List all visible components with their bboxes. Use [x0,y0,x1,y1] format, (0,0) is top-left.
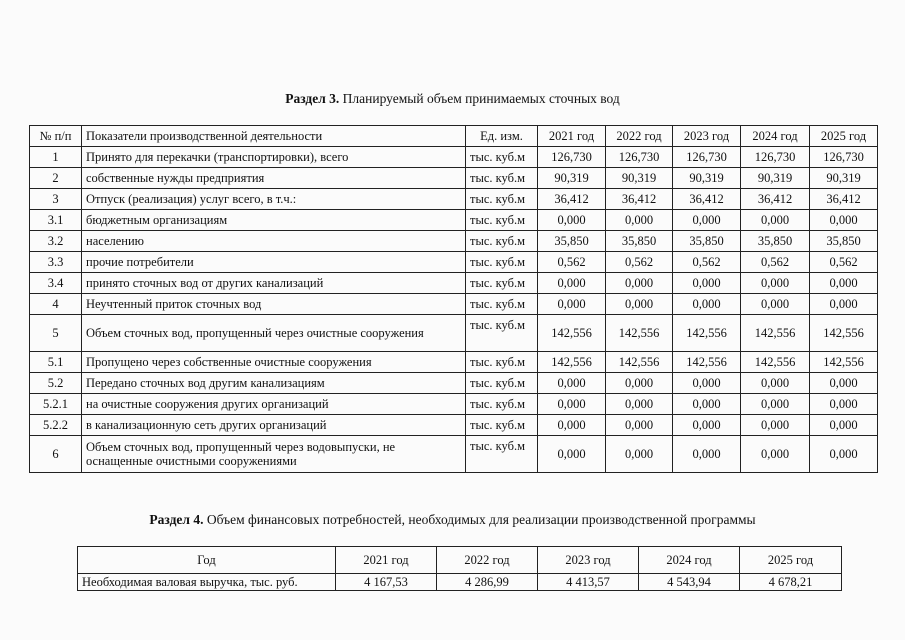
value-cell: 90,319 [606,168,673,189]
section-4-header-row [78,547,842,574]
table-row [30,231,878,252]
indicator-name: в канализационную сеть других организаций [82,415,466,436]
indicator-name: бюджетным организациям [82,210,466,231]
row-number: 3.2 [30,231,82,252]
indicator-name: Отпуск (реализация) услуг всего, в т.ч.: [82,189,466,210]
row-number: 3.1 [30,210,82,231]
section-3-title-bold: Раздел 3. [285,91,340,106]
value-cell: 35,850 [673,231,741,252]
table-row [30,252,878,273]
unit-cell: тыс. куб.м [466,394,538,415]
value-cell: 0,000 [606,273,673,294]
table-row [30,415,878,436]
table-row [30,436,878,473]
value-cell: 0,562 [810,252,878,273]
indicator-name: Неучтенный приток сточных вод [82,294,466,315]
value-cell: 0,000 [673,273,741,294]
row-number: 4 [30,294,82,315]
indicator-name: Объем сточных вод, пропущенный через водовыпуски, не оснащенные очистными сооружениями [82,436,466,473]
indicator-name: Передано сточных вод другим канализациям [82,373,466,394]
table-row [30,147,878,168]
value-cell: 0,000 [538,373,606,394]
value-cell: 126,730 [741,147,810,168]
value-cell: 142,556 [741,352,810,373]
table-row [30,189,878,210]
value-cell: 0,000 [673,415,741,436]
section-3-header-row [30,126,878,147]
unit-cell: тыс. куб.м [466,147,538,168]
unit-cell: тыс. куб.м [466,273,538,294]
value-cell: 0,562 [741,252,810,273]
value-cell: 142,556 [606,315,673,352]
table-row [30,394,878,415]
unit-cell: тыс. куб.м [466,168,538,189]
value-cell: 0,000 [538,415,606,436]
value-cell: 36,412 [538,189,606,210]
value-cell: 0,000 [538,294,606,315]
value-cell: 36,412 [673,189,741,210]
value-cell: 0,562 [606,252,673,273]
row-number: 5 [30,315,82,352]
value-cell: 0,000 [538,273,606,294]
value-cell: 126,730 [538,147,606,168]
value-cell: 0,562 [538,252,606,273]
value-cell: 0,000 [606,415,673,436]
row-number: 5.2 [30,373,82,394]
value-cell: 126,730 [606,147,673,168]
value-cell: 126,730 [673,147,741,168]
unit-cell: тыс. куб.м [466,189,538,210]
value-cell: 35,850 [741,231,810,252]
value-cell: 0,000 [538,394,606,415]
indicator-name: Принято для перекачки (транспортировки), всего [82,147,466,168]
value-cell: 0,000 [606,394,673,415]
value-cell: 90,319 [741,168,810,189]
header-cell: Год [78,547,336,574]
value-cell: 0,000 [606,373,673,394]
value-cell: 142,556 [606,352,673,373]
row-number: 5.2.2 [30,415,82,436]
value-cell: 0,000 [810,294,878,315]
value-cell: 142,556 [810,315,878,352]
indicator-name: Пропущено через собственные очистные сооружения [82,352,466,373]
indicator-name: Объем сточных вод, пропущенный через очистные сооружения [82,315,466,352]
value-cell: 142,556 [538,352,606,373]
section-4-title [0,512,905,528]
value-cell: 0,000 [741,273,810,294]
header-cell: № п/п [30,126,82,147]
value-cell: 126,730 [810,147,878,168]
indicator-name: на очистные сооружения других организаций [82,394,466,415]
header-cell: 2024 год [639,547,740,574]
value-cell: 0,000 [538,210,606,231]
value-cell: 0,000 [741,436,810,473]
row-number: 3 [30,189,82,210]
value-cell: 90,319 [810,168,878,189]
row-number: 3.3 [30,252,82,273]
value-cell: 0,000 [606,294,673,315]
unit-cell: тыс. куб.м [466,352,538,373]
unit-cell: тыс. куб.м [466,294,538,315]
value-cell: 0,000 [538,436,606,473]
value-cell: 0,000 [673,373,741,394]
value-cell: 0,000 [741,394,810,415]
value-cell: 0,000 [606,436,673,473]
value-cell: 0,000 [810,436,878,473]
unit-cell: тыс. куб.м [466,436,538,473]
section-3-table [29,125,878,473]
value-cell: 90,319 [538,168,606,189]
header-cell: 2023 год [673,126,741,147]
value-cell: 0,562 [673,252,741,273]
table-row [30,168,878,189]
table-row [30,315,878,352]
value-cell: 4 286,99 [437,574,538,591]
header-cell: 2025 год [810,126,878,147]
section-4-data-row [78,574,842,591]
indicator-name: принято сточных вод от других канализаций [82,273,466,294]
section-4-table [77,546,842,591]
value-cell: 0,000 [810,373,878,394]
value-cell: 0,000 [741,210,810,231]
value-cell: 0,000 [741,294,810,315]
unit-cell: тыс. куб.м [466,231,538,252]
unit-cell: тыс. куб.м [466,415,538,436]
value-cell: 36,412 [810,189,878,210]
header-cell: 2022 год [437,547,538,574]
row-number: 6 [30,436,82,473]
value-cell: 0,000 [810,394,878,415]
value-cell: 142,556 [673,352,741,373]
value-cell: 4 543,94 [639,574,740,591]
value-cell: 0,000 [673,436,741,473]
row-number: 1 [30,147,82,168]
value-cell: 0,000 [741,373,810,394]
value-cell: 0,000 [673,210,741,231]
header-cell: 2025 год [740,547,842,574]
value-cell: 0,000 [741,415,810,436]
header-cell: 2024 год [741,126,810,147]
unit-cell: тыс. куб.м [466,252,538,273]
indicator-name: населению [82,231,466,252]
value-cell: 142,556 [673,315,741,352]
table-row [30,352,878,373]
header-cell: 2021 год [336,547,437,574]
row-number: 2 [30,168,82,189]
header-cell: Ед. изм. [466,126,538,147]
unit-cell: тыс. куб.м [466,315,538,352]
value-cell: 4 678,21 [740,574,842,591]
row-number: 5.1 [30,352,82,373]
header-cell: 2022 год [606,126,673,147]
section-3-title [0,91,905,107]
value-cell: 36,412 [606,189,673,210]
table-row [30,273,878,294]
section-4-title-text: Объем финансовых потребностей, необходимых для реализации производственной программы [206,512,756,527]
section-3-title-text: Планируемый объем принимаемых сточных вод [342,91,620,106]
section-4-title-bold: Раздел 4. [149,512,204,527]
table-row [30,294,878,315]
value-cell: 4 413,57 [538,574,639,591]
value-cell: 4 167,53 [336,574,437,591]
header-cell: 2021 год [538,126,606,147]
value-cell: 0,000 [810,210,878,231]
indicator-name: прочие потребители [82,252,466,273]
value-cell: 35,850 [606,231,673,252]
value-cell: 0,000 [810,273,878,294]
row-label: Необходимая валовая выручка, тыс. руб. [78,574,336,591]
value-cell: 36,412 [741,189,810,210]
value-cell: 142,556 [810,352,878,373]
header-cell: 2023 год [538,547,639,574]
indicator-name: собственные нужды предприятия [82,168,466,189]
table-row [30,210,878,231]
value-cell: 0,000 [606,210,673,231]
value-cell: 0,000 [673,294,741,315]
value-cell: 90,319 [673,168,741,189]
value-cell: 0,000 [673,394,741,415]
value-cell: 142,556 [538,315,606,352]
value-cell: 35,850 [538,231,606,252]
header-cell: Показатели производственной деятельности [82,126,466,147]
value-cell: 0,000 [810,415,878,436]
row-number: 5.2.1 [30,394,82,415]
table-row [30,373,878,394]
row-number: 3.4 [30,273,82,294]
unit-cell: тыс. куб.м [466,210,538,231]
value-cell: 142,556 [741,315,810,352]
unit-cell: тыс. куб.м [466,373,538,394]
value-cell: 35,850 [810,231,878,252]
